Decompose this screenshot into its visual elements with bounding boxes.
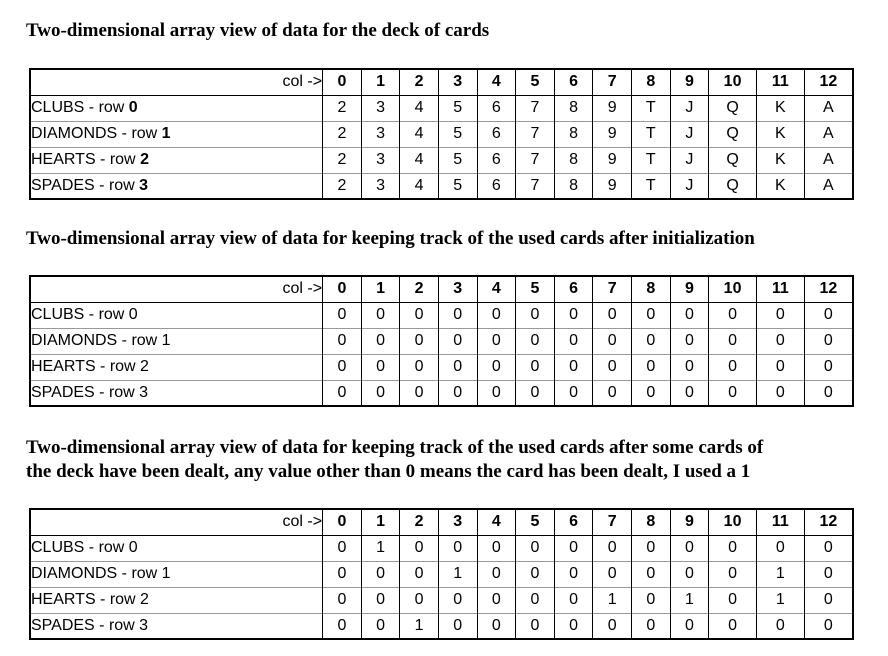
table-cell: Q (709, 121, 757, 147)
table-cell: 0 (593, 561, 632, 587)
table-cell: A (804, 173, 853, 199)
row-label-suit: SPADES - row (31, 176, 140, 194)
col-header: 3 (438, 69, 477, 95)
table-cell: 0 (804, 328, 853, 354)
table-row (30, 173, 853, 199)
table-cell: 0 (804, 613, 853, 639)
col-header: 12 (804, 276, 853, 302)
table-cell: 0 (670, 302, 709, 328)
table-cell: 0 (477, 354, 516, 380)
table-cell: K (756, 121, 804, 147)
table-row (30, 613, 853, 639)
table-used-dealt (29, 508, 854, 640)
row-label (30, 147, 323, 173)
table-cell: 0 (477, 535, 516, 561)
col-header: 6 (554, 509, 593, 535)
row-label: HEARTS - row 2 (31, 591, 149, 608)
table-cell: 1 (400, 613, 439, 639)
table-cell: 1 (593, 587, 632, 613)
row-label-suit: DIAMONDS - row (31, 125, 162, 142)
table-cell: 0 (516, 302, 555, 328)
table-cell: 0 (554, 561, 593, 587)
row-label: SPADES - row 3 (31, 616, 149, 634)
table-cell: 0 (323, 302, 362, 328)
table-used-initialized (29, 275, 854, 407)
table-cell: 0 (554, 587, 593, 613)
col-header: 0 (323, 276, 362, 302)
table-cell: 0 (631, 561, 670, 587)
table-cell: 0 (631, 613, 670, 639)
table-cell: 7 (516, 147, 555, 173)
table-cell: 0 (477, 613, 516, 639)
table-cell: 2 (323, 95, 362, 121)
col-header: 11 (756, 509, 804, 535)
col-header: 12 (804, 509, 853, 535)
table-cell: 0 (709, 354, 757, 380)
table-cell: 0 (477, 380, 516, 406)
table-cell: 1 (756, 561, 804, 587)
table-cell: 3 (361, 95, 400, 121)
table-cell: 0 (361, 328, 400, 354)
table-cell: 0 (400, 380, 439, 406)
table-row (30, 95, 853, 121)
table-cell: 0 (804, 535, 853, 561)
table-cell: 0 (709, 613, 757, 639)
col-header: 3 (438, 276, 477, 302)
table-cell: 0 (477, 587, 516, 613)
table-cell: T (631, 173, 670, 199)
table-cell: 9 (593, 147, 632, 173)
col-header: 10 (709, 69, 757, 95)
col-header: 0 (323, 69, 362, 95)
header-row (30, 276, 853, 302)
table-cell: 0 (438, 613, 477, 639)
col-header: 7 (593, 69, 632, 95)
heading-dealt-line-2: the deck have been dealt, any value other than 0 means the card has been dealt, I used a 1 (26, 461, 751, 482)
col-header: 8 (631, 509, 670, 535)
table-cell: 1 (670, 587, 709, 613)
table-cell: 0 (361, 561, 400, 587)
table-cell: J (670, 173, 709, 199)
table-cell: K (756, 173, 804, 199)
table-cell: 0 (804, 302, 853, 328)
row-label (30, 173, 323, 199)
row-label-number: 1 (161, 125, 171, 142)
table-cell: 0 (516, 354, 555, 380)
col-header: 7 (593, 509, 632, 535)
table-cell: 0 (709, 328, 757, 354)
header-row (30, 69, 853, 95)
table-row (30, 328, 853, 354)
table-cell: 1 (756, 587, 804, 613)
table-cell: 0 (756, 380, 804, 406)
col-header: 5 (516, 276, 555, 302)
table-cell: 0 (804, 561, 853, 587)
table-cell: 2 (323, 173, 362, 199)
col-label: col -> (282, 280, 323, 298)
table-cell: 0 (670, 561, 709, 587)
table-cell: 0 (477, 561, 516, 587)
col-header: 8 (631, 69, 670, 95)
col-label: col -> (282, 513, 323, 531)
col-header: 5 (516, 69, 555, 95)
table-cell: 8 (554, 173, 593, 199)
table-cell: 7 (516, 121, 555, 147)
table-cell: 0 (400, 561, 439, 587)
table-cell: 0 (361, 380, 400, 406)
table-cell: 2 (323, 147, 362, 173)
col-header: 11 (756, 276, 804, 302)
table-row (30, 302, 853, 328)
table-cell: 0 (631, 535, 670, 561)
row-label: CLUBS - row 0 (31, 306, 138, 323)
col-header: 9 (670, 69, 709, 95)
col-header: 6 (554, 276, 593, 302)
table-cell: 0 (670, 354, 709, 380)
table-cell: 0 (554, 613, 593, 639)
table-cell: 0 (361, 354, 400, 380)
table-cell: 1 (438, 561, 477, 587)
table-cell: 0 (631, 587, 670, 613)
table-cell: 0 (631, 302, 670, 328)
col-header: 6 (554, 69, 593, 95)
col-header: 9 (670, 509, 709, 535)
table-cell: 0 (361, 587, 400, 613)
row-label (30, 121, 323, 147)
table-cell: 0 (631, 380, 670, 406)
table-cell: 7 (516, 173, 555, 199)
table-cell: 0 (631, 354, 670, 380)
table-cell: 0 (400, 328, 439, 354)
table-cell: 0 (756, 354, 804, 380)
table-cell: 0 (709, 302, 757, 328)
table-cell: 0 (438, 380, 477, 406)
table-cell: 6 (477, 173, 516, 199)
row-label-suit: CLUBS - row (31, 99, 129, 116)
table-cell: Q (709, 95, 757, 121)
table-cell: 0 (593, 328, 632, 354)
table-cell: 2 (323, 121, 362, 147)
col-header: 10 (709, 276, 757, 302)
col-header: 2 (400, 509, 439, 535)
table-cell: 0 (400, 354, 439, 380)
col-header: 2 (400, 276, 439, 302)
table-cell: 0 (756, 613, 804, 639)
table-cell: 0 (477, 328, 516, 354)
table-cell: 0 (323, 535, 362, 561)
table-cell: 0 (593, 302, 632, 328)
table-row (30, 380, 853, 406)
table-cell: 0 (709, 587, 757, 613)
col-label: col -> (282, 73, 323, 91)
table-row (30, 147, 853, 173)
table-cell: 0 (593, 535, 632, 561)
table-cell: 0 (438, 328, 477, 354)
table-row (30, 561, 853, 587)
table-cell: 0 (670, 535, 709, 561)
col-header: 0 (323, 509, 362, 535)
table-cell: 7 (516, 95, 555, 121)
table-cell: 0 (438, 587, 477, 613)
table-cell: 4 (400, 147, 439, 173)
table-cell: 8 (554, 147, 593, 173)
table-cell: 0 (400, 535, 439, 561)
col-header: 9 (670, 276, 709, 302)
table-cell: 0 (756, 328, 804, 354)
table-row (30, 354, 853, 380)
table-cell: 9 (593, 121, 632, 147)
table-cell: 0 (323, 587, 362, 613)
table-cell: 0 (516, 561, 555, 587)
table-cell: 0 (554, 535, 593, 561)
table-cell: 0 (593, 613, 632, 639)
table-cell: 9 (593, 95, 632, 121)
table-cell: 1 (361, 535, 400, 561)
table-deck (29, 68, 854, 200)
table-cell: 0 (516, 613, 555, 639)
table-cell: 5 (438, 95, 477, 121)
table-cell: 0 (438, 354, 477, 380)
table-cell: Q (709, 173, 757, 199)
table-row (30, 535, 853, 561)
table-cell: Q (709, 147, 757, 173)
col-header: 7 (593, 276, 632, 302)
table-cell: 9 (593, 173, 632, 199)
table-cell: 0 (804, 380, 853, 406)
table-cell: 0 (516, 587, 555, 613)
table-cell: 0 (709, 380, 757, 406)
table-cell: 0 (516, 380, 555, 406)
table-cell: 6 (477, 95, 516, 121)
table-cell: 0 (670, 328, 709, 354)
col-header: 5 (516, 509, 555, 535)
table-cell: 8 (554, 121, 593, 147)
table-cell: A (804, 121, 853, 147)
row-label-number: 2 (140, 151, 149, 168)
table-cell: 3 (361, 147, 400, 173)
table-cell: 0 (323, 328, 362, 354)
table-cell: A (804, 147, 853, 173)
table-cell: 4 (400, 173, 439, 199)
table-cell: T (631, 147, 670, 173)
table-cell: 0 (361, 302, 400, 328)
table-cell: 0 (516, 535, 555, 561)
table-cell: 0 (438, 302, 477, 328)
table-cell: A (804, 95, 853, 121)
header-row (30, 509, 853, 535)
table-cell: 0 (670, 380, 709, 406)
table-cell: J (670, 147, 709, 173)
table-cell: J (670, 95, 709, 121)
table-cell: 0 (361, 613, 400, 639)
table-cell: K (756, 147, 804, 173)
table-cell: 6 (477, 121, 516, 147)
table-cell: 0 (756, 302, 804, 328)
table-cell: K (756, 95, 804, 121)
table-cell: T (631, 95, 670, 121)
table-cell: 0 (631, 328, 670, 354)
table-cell: 6 (477, 147, 516, 173)
table-cell: 0 (554, 328, 593, 354)
heading-dealt-line-1: Two-dimensional array view of data for keeping track of the used cards after some cards of (26, 437, 764, 458)
table-cell: 0 (323, 613, 362, 639)
heading-deck: Two-dimensional array view of data for the deck of cards (26, 20, 490, 41)
col-header: 11 (756, 69, 804, 95)
heading-initialized: Two-dimensional array view of data for keeping track of the used cards after initialization (26, 228, 755, 249)
row-label-suit: HEARTS - row (31, 151, 141, 168)
row-label: DIAMONDS - row 1 (31, 565, 171, 582)
table-cell: 0 (477, 302, 516, 328)
table-cell: 0 (709, 535, 757, 561)
col-header: 10 (709, 509, 757, 535)
table-cell: 0 (323, 561, 362, 587)
row-label-number: 3 (139, 176, 149, 194)
table-cell: 0 (804, 587, 853, 613)
table-cell: 0 (516, 328, 555, 354)
table-cell: 5 (438, 121, 477, 147)
row-label-number: 0 (128, 99, 138, 116)
row-label: DIAMONDS - row 1 (31, 332, 171, 349)
table-cell: 8 (554, 95, 593, 121)
table-cell: T (631, 121, 670, 147)
table-cell: 0 (400, 587, 439, 613)
table-cell: 0 (670, 613, 709, 639)
table-cell: 0 (554, 302, 593, 328)
col-header: 4 (477, 69, 516, 95)
table-cell: 0 (593, 380, 632, 406)
col-header: 2 (400, 69, 439, 95)
col-header: 4 (477, 509, 516, 535)
col-header: 1 (361, 509, 400, 535)
table-cell: J (670, 121, 709, 147)
table-cell: 0 (804, 354, 853, 380)
col-header: 1 (361, 276, 400, 302)
row-label (30, 95, 323, 121)
table-row (30, 587, 853, 613)
table-row (30, 121, 853, 147)
row-label: CLUBS - row 0 (31, 539, 138, 556)
table-cell: 4 (400, 95, 439, 121)
table-cell: 3 (361, 121, 400, 147)
table-cell: 0 (438, 535, 477, 561)
col-header: 1 (361, 69, 400, 95)
table-cell: 5 (438, 173, 477, 199)
table-cell: 0 (323, 380, 362, 406)
table-cell: 0 (709, 561, 757, 587)
col-header: 12 (804, 69, 853, 95)
table-cell: 0 (400, 302, 439, 328)
table-cell: 5 (438, 147, 477, 173)
heading-dealt (26, 436, 763, 484)
row-label: HEARTS - row 2 (31, 358, 149, 375)
col-header: 3 (438, 509, 477, 535)
table-cell: 0 (593, 354, 632, 380)
table-cell: 0 (756, 535, 804, 561)
table-cell: 3 (361, 173, 400, 199)
table-cell: 0 (554, 380, 593, 406)
row-label: SPADES - row 3 (31, 383, 149, 401)
table-cell: 0 (323, 354, 362, 380)
table-cell: 0 (554, 354, 593, 380)
col-header: 8 (631, 276, 670, 302)
col-header: 4 (477, 276, 516, 302)
table-cell: 4 (400, 121, 439, 147)
